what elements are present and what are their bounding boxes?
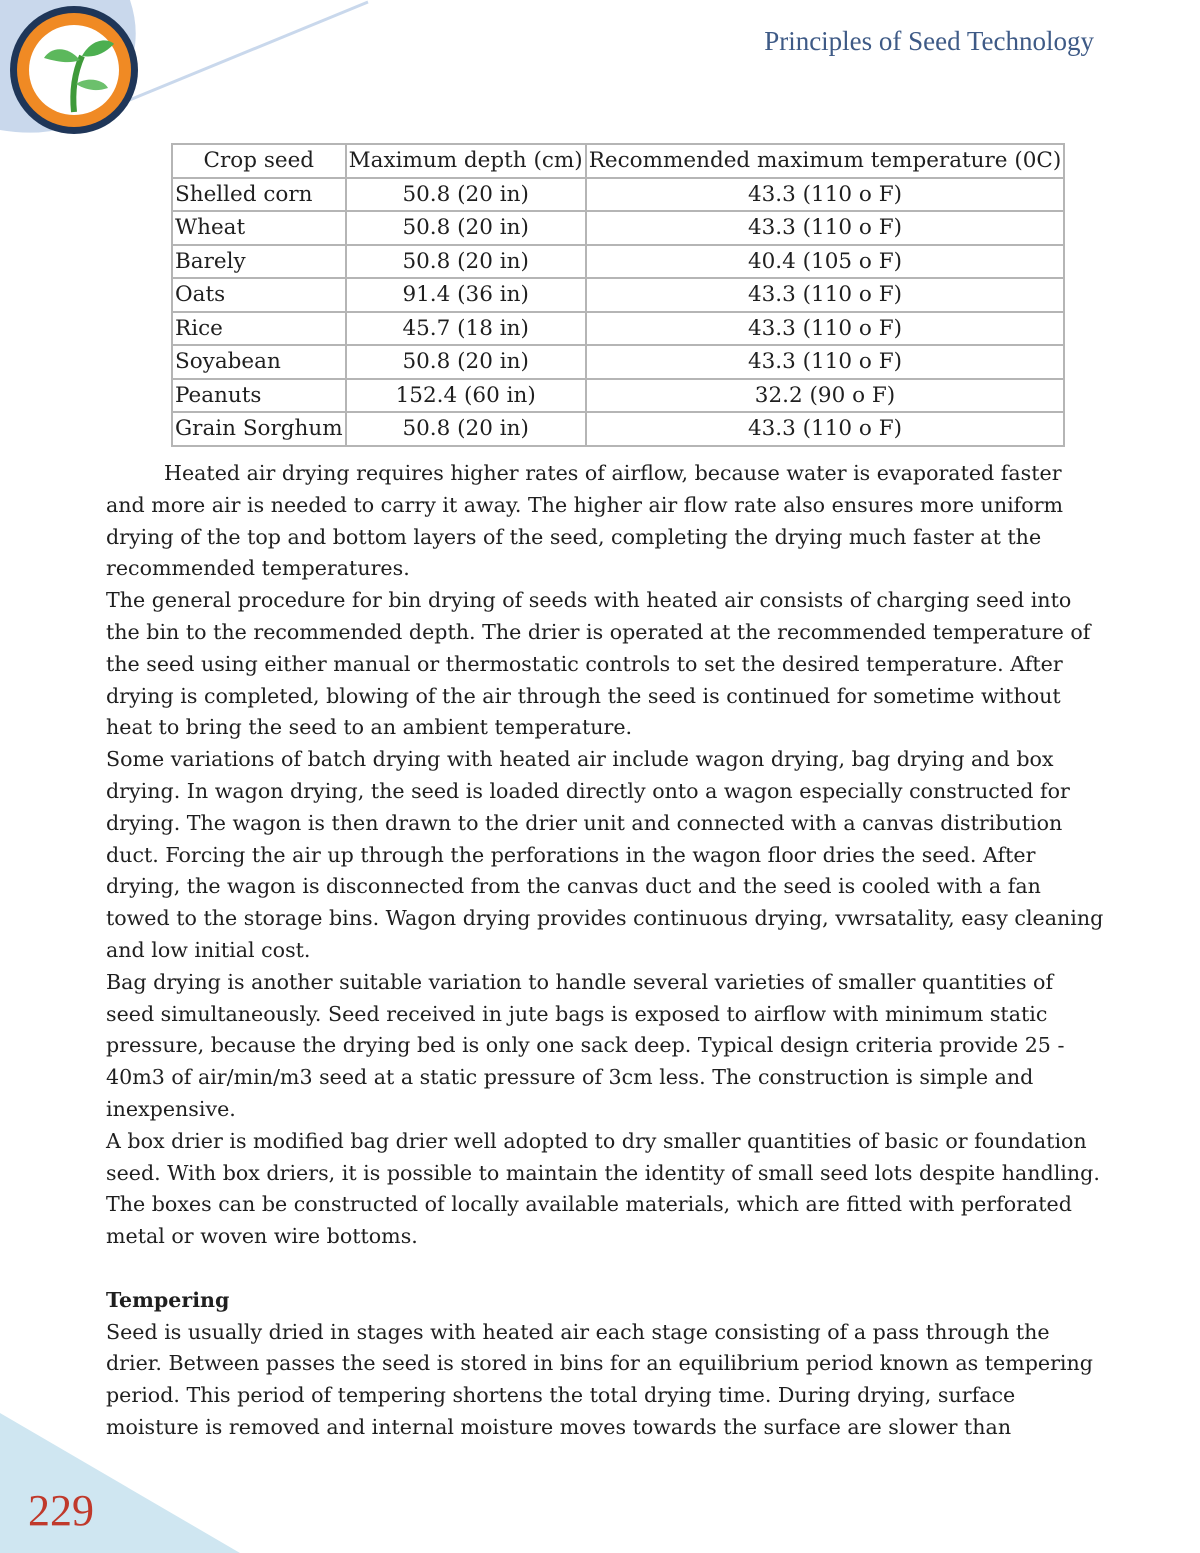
cell-crop: Rice xyxy=(172,312,346,346)
header-logo-decoration xyxy=(0,0,380,140)
cell-temperature: 43.3 (110 o F) xyxy=(586,412,1065,446)
table-row xyxy=(172,278,1064,312)
paragraph-heated-air-drying: Heated air drying requires higher rates of airflow, because water is evaporated faster and more air is needed to carry it away. The higher air flow rate also ensures more uniform drying of the top and bottom layers of the seed, completing the drying much faster at the recommended temperatures. xyxy=(106,461,1064,581)
cell-depth: 50.8 (20 in) xyxy=(346,245,586,279)
cell-temperature: 32.2 (90 o F) xyxy=(586,379,1065,413)
cell-temperature: 43.3 (110 o F) xyxy=(586,278,1065,312)
cell-depth: 45.7 (18 in) xyxy=(346,312,586,346)
header-title: Principles of Seed Technology xyxy=(764,26,1094,56)
cell-crop: Grain Sorghum xyxy=(172,412,346,446)
table-row xyxy=(172,312,1064,346)
cell-crop: Soyabean xyxy=(172,345,346,379)
cell-crop: Peanuts xyxy=(172,379,346,413)
cell-depth: 50.8 (20 in) xyxy=(346,345,586,379)
cell-depth: 50.8 (20 in) xyxy=(346,211,586,245)
cell-temperature: 43.3 (110 o F) xyxy=(586,345,1065,379)
table-header-row xyxy=(172,144,1064,178)
header-maximum-depth: Maximum depth (cm) xyxy=(346,144,586,178)
cell-temperature: 43.3 (110 o F) xyxy=(586,178,1065,212)
cell-temperature: 43.3 (110 o F) xyxy=(586,211,1065,245)
table-row xyxy=(172,245,1064,279)
crop-seed-drying-table xyxy=(171,143,1065,447)
table-row xyxy=(172,412,1064,446)
cell-depth: 50.8 (20 in) xyxy=(346,178,586,212)
cell-crop: Wheat xyxy=(172,211,346,245)
cell-depth: 152.4 (60 in) xyxy=(346,379,586,413)
table-row xyxy=(172,379,1064,413)
header-crop-seed: Crop seed xyxy=(172,144,346,178)
table-row xyxy=(172,211,1064,245)
cell-depth: 91.4 (36 in) xyxy=(346,278,586,312)
paragraph-batch-drying-variations: Some variations of batch drying with heated air include wagon drying, bag drying and box drying. In wagon drying, the seed is loaded directly onto a wagon especially constructed for drying. The wagon is then drawn to the drier unit and connected with a canvas distribution duct. Forcing the air up through the perforations in the wagon floor dries the seed. After drying, the wagon is disconnected from the canvas duct and the seed is cooled with a fan towed to the storage bins. Wagon drying provides continuous drying, vwrsatality, easy cleaning and low initial cost. xyxy=(106,747,1104,962)
paragraph-box-drier: A box drier is modified bag drier well adopted to dry smaller quantities of basic or foundation seed. With box driers, it is possible to maintain the identity of small seed lots despite handling. The boxes can be constructed of locally available materials, which are fitted with perforated metal or woven wire bottoms. xyxy=(106,1128,1100,1249)
section-heading-tempering: Tempering xyxy=(106,1287,230,1312)
cell-temperature: 40.4 (105 o F) xyxy=(586,245,1065,279)
table-row xyxy=(172,345,1064,379)
body-text xyxy=(106,458,1106,1444)
table-row xyxy=(172,178,1064,212)
cell-crop: Barely xyxy=(172,245,346,279)
paragraph-bag-drying: Bag drying is another suitable variation to handle several varieties of smaller quantities of seed simultaneously. Seed received in jute bags is exposed to airflow with minimum static pressure, because the drying bed is only one sack deep. Typical design criteria provide 25 - 40m3 of air/min/m3 seed at a static pressure of 3cm less. The construction is simple and inexpensive. xyxy=(106,969,1065,1121)
cell-temperature: 43.3 (110 o F) xyxy=(586,312,1065,346)
cell-crop: Shelled corn xyxy=(172,178,346,212)
paragraph-bin-drying-procedure: The general procedure for bin drying of seeds with heated air consists of charging seed into the bin to the recommended depth. The drier is operated at the recommended temperature of the seed using either manual or thermostatic controls to set the desired temperature. After drying is completed, blowing of the air through the seed is continued for sometime without heat to bring the seed to an ambient temperature. xyxy=(106,588,1091,740)
paragraph-tempering: Seed is usually dried in stages with heated air each stage consisting of a pass through the drier. Between passes the seed is stored in bins for an equilibrium period known as tempering period. This period of tempering shortens the total drying time. During drying, surface moisture is removed and internal moisture moves towards the surface are slower than xyxy=(106,1319,1093,1439)
cell-crop: Oats xyxy=(172,278,346,312)
cell-depth: 50.8 (20 in) xyxy=(346,412,586,446)
page-number: 229 xyxy=(28,1486,94,1535)
header-recommended-temperature: Recommended maximum temperature (0C) xyxy=(586,144,1065,178)
